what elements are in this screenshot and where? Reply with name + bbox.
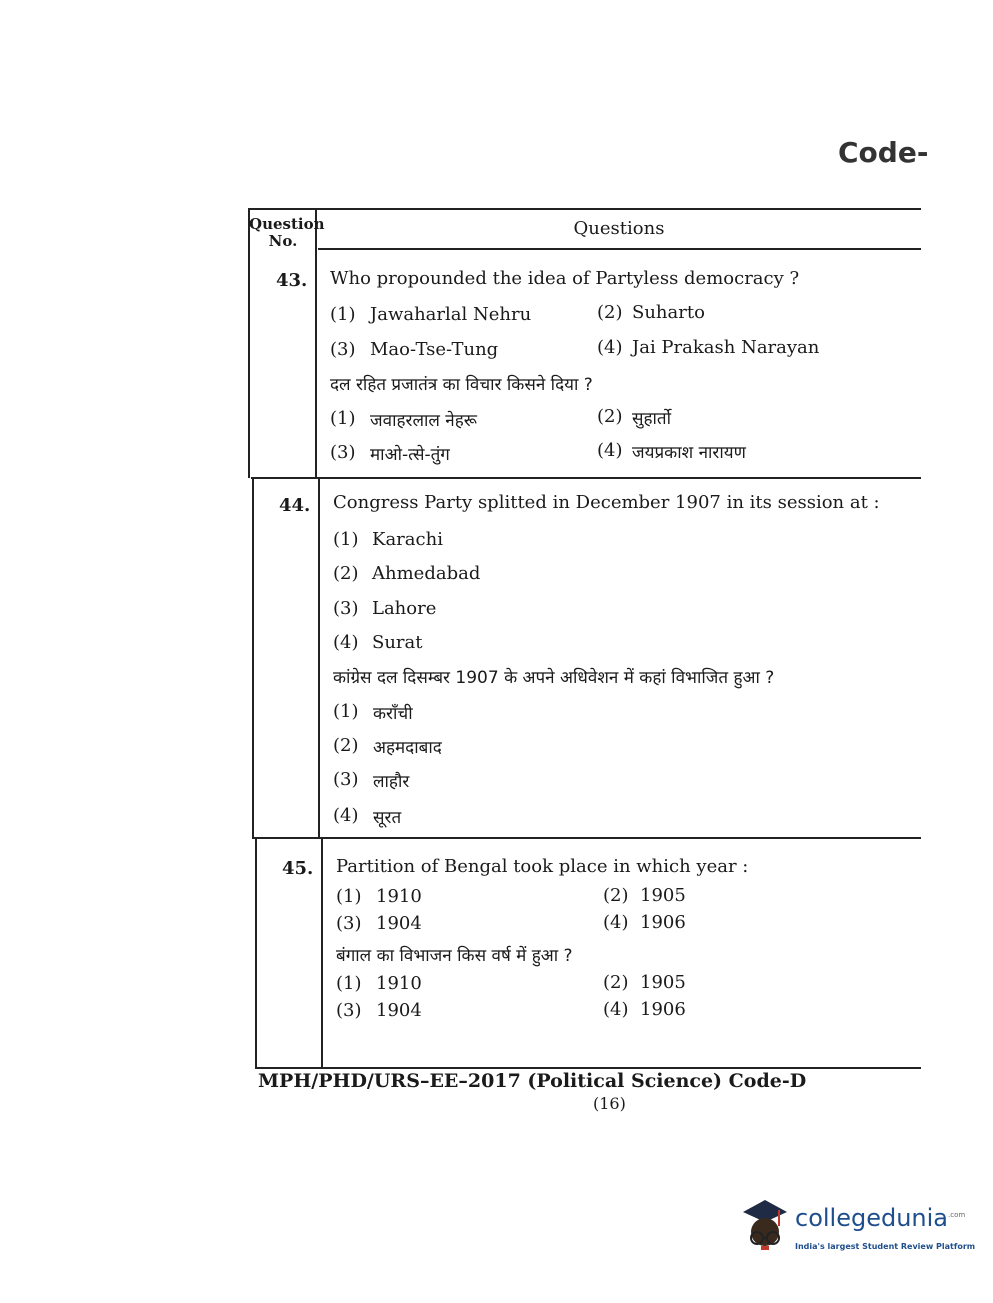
option-text: 1906 bbox=[640, 912, 686, 933]
header-questions: Questions bbox=[573, 218, 665, 239]
option-number: (2) bbox=[333, 735, 359, 756]
question-text-hi: कांग्रेस दल दिसम्बर 1907 के अपने अधिवेशन में कहां विभाजित हुआ ? bbox=[333, 668, 775, 688]
column-divider-2 bbox=[318, 477, 320, 839]
option-text-hi: लाहौर bbox=[373, 772, 410, 792]
header-question-no bbox=[249, 215, 325, 250]
option-text: 1910 bbox=[376, 886, 422, 907]
mascot-icon bbox=[735, 1196, 791, 1258]
option-text-hi: माओ-त्से-तुंग bbox=[370, 445, 450, 465]
paper-footer: MPH/PHD/URS–EE–2017 (Political Science) Code-D bbox=[258, 1070, 807, 1092]
option-number: (1) bbox=[333, 701, 359, 722]
option-number: (4) bbox=[603, 999, 629, 1020]
collegedunia-logo[interactable] bbox=[735, 1196, 976, 1266]
page-number: (16) bbox=[593, 1094, 626, 1113]
option-number: (4) bbox=[597, 440, 623, 461]
option-text: 1905 bbox=[640, 972, 686, 993]
option-number: (3) bbox=[336, 1000, 362, 1021]
option-number: (2) bbox=[333, 563, 359, 584]
logo-tagline: India's largest Student Review Platform bbox=[795, 1242, 976, 1251]
option-text-hi: कराँची bbox=[373, 704, 413, 724]
option-text: Jai Prakash Narayan bbox=[632, 337, 820, 358]
option-text-hi: अहमदाबाद bbox=[373, 738, 442, 758]
option-text: Jawaharlal Nehru bbox=[370, 304, 532, 325]
option-number: (3) bbox=[336, 913, 362, 934]
option-number: (3) bbox=[330, 339, 356, 360]
logo-wordmark bbox=[795, 1204, 965, 1232]
column-divider-3 bbox=[321, 837, 323, 1069]
header-qno-line2: No. bbox=[268, 232, 298, 250]
option-text: 1906 bbox=[640, 999, 686, 1020]
table-bottom-rule bbox=[256, 1067, 921, 1069]
option-text: Surat bbox=[372, 632, 423, 653]
option-number: (1) bbox=[333, 529, 359, 550]
question-text-en: Who propounded the idea of Partyless democracy ? bbox=[330, 268, 800, 289]
option-number: (4) bbox=[333, 632, 359, 653]
option-number: (2) bbox=[597, 302, 623, 323]
row-divider-43-44 bbox=[251, 477, 921, 479]
option-text-hi: जवाहरलाल नेहरू bbox=[370, 411, 477, 431]
header-bottom-rule bbox=[318, 248, 921, 250]
option-text-hi: सुहार्तो bbox=[632, 409, 672, 429]
option-text: 1904 bbox=[376, 1000, 422, 1021]
question-text-hi: दल रहित प्रजातंत्र का विचार किसने दिया ? bbox=[330, 375, 593, 395]
option-number: (2) bbox=[603, 885, 629, 906]
row-divider-44-45 bbox=[254, 837, 921, 839]
option-number: (1) bbox=[336, 886, 362, 907]
option-text: 1904 bbox=[376, 913, 422, 934]
option-number: (4) bbox=[597, 337, 623, 358]
option-number: (3) bbox=[333, 769, 359, 790]
question-number: 43. bbox=[276, 270, 308, 291]
header-qno-line1: Question bbox=[249, 215, 325, 233]
question-number: 44. bbox=[279, 495, 311, 516]
logo-suffix: .com bbox=[948, 1211, 966, 1219]
table-top-rule bbox=[248, 208, 921, 210]
option-number: (1) bbox=[330, 408, 356, 429]
question-text-hi: बंगाल का विभाजन किस वर्ष में हुआ ? bbox=[336, 946, 573, 966]
logo-name-text: collegedunia bbox=[795, 1204, 949, 1232]
option-number: (4) bbox=[603, 912, 629, 933]
table-left-rule-3 bbox=[255, 837, 257, 1069]
option-text-hi: सूरत bbox=[373, 808, 402, 828]
option-number: (3) bbox=[333, 598, 359, 619]
table-left-rule-2 bbox=[252, 477, 254, 839]
option-text: Mao-Tse-Tung bbox=[370, 339, 499, 360]
option-text-hi: जयप्रकाश नारायण bbox=[632, 443, 746, 463]
option-number: (4) bbox=[333, 805, 359, 826]
option-number: (1) bbox=[330, 304, 356, 325]
option-number: (3) bbox=[330, 442, 356, 463]
option-text: Ahmedabad bbox=[372, 563, 481, 584]
option-text: 1905 bbox=[640, 885, 686, 906]
option-number: (2) bbox=[597, 406, 623, 427]
paper-code-label: Code- bbox=[838, 136, 929, 169]
option-text: 1910 bbox=[376, 973, 422, 994]
option-text: Karachi bbox=[372, 529, 443, 550]
question-text-en: Congress Party splitted in December 1907 in its session at : bbox=[333, 492, 880, 513]
question-number: 45. bbox=[282, 858, 314, 879]
question-text-en: Partition of Bengal took place in which year : bbox=[336, 856, 749, 877]
option-number: (2) bbox=[603, 972, 629, 993]
option-number: (1) bbox=[336, 973, 362, 994]
option-text: Suharto bbox=[632, 302, 705, 323]
option-text: Lahore bbox=[372, 598, 437, 619]
